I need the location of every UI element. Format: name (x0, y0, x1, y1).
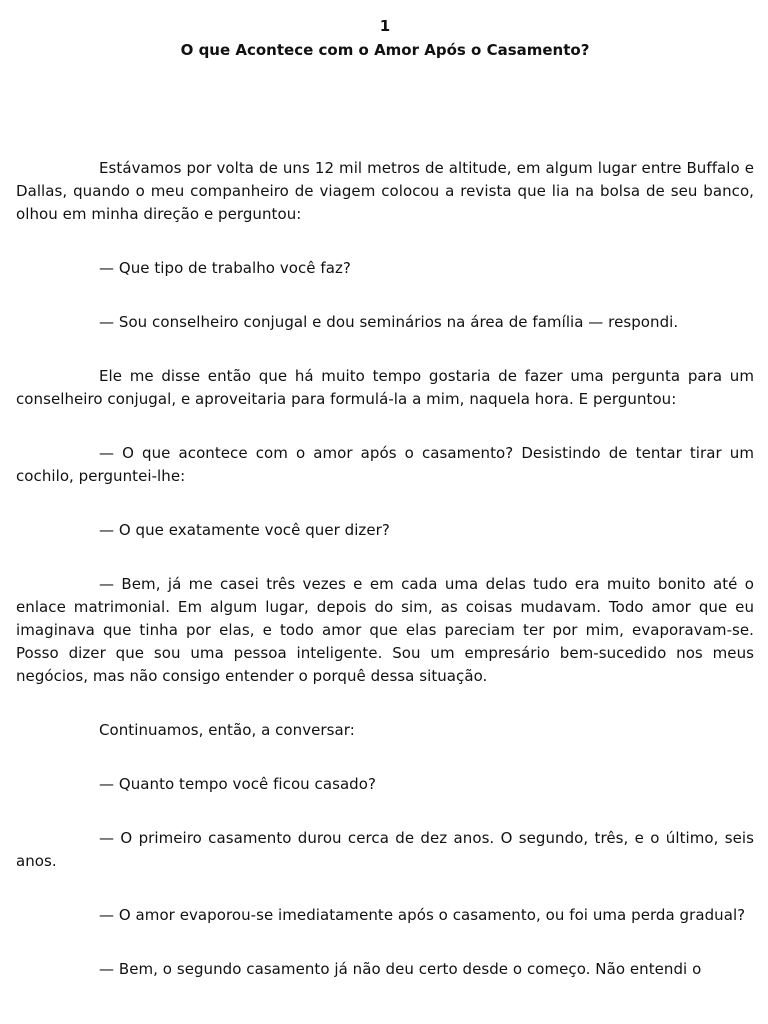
paragraph: — O que exatamente você quer dizer? (99, 521, 390, 539)
paragraph: — Bem, já me casei três vezes e em cada uma delas tudo era muito bonito até o enlace matrimonial. Em algum lugar, depois do sim, as coisas mudavam. Todo amor que eu imaginava que tinha por elas, e todo amor que elas pareciam ter por mim, evaporavam-se. Posso dizer que sou uma pessoa inteligente. Sou um empresário bem-sucedido nos meus negócios, mas não consigo entender o porquê dessa situação. (16, 575, 754, 685)
paragraph: — Que tipo de trabalho você faz? (99, 259, 351, 277)
document-page (16, 14, 754, 1012)
paragraph: — O que acontece com o amor após o casamento? Desistindo de tentar tirar um cochilo, perguntei-lhe: (16, 444, 754, 485)
paragraph: Estávamos por volta de uns 12 mil metros de altitude, em algum lugar entre Buffalo e Dallas, quando o meu companheiro de viagem colocou a revista que lia na bolsa de seu banco, olhou em minha direção e perguntou: (16, 159, 754, 223)
chapter-title: O que Acontece com o Amor Após o Casamento? (180, 41, 590, 59)
paragraph: Ele me disse então que há muito tempo gostaria de fazer uma pergunta para um conselheiro conjugal, e aproveitaria para formulá-la a mim, naquela hora. E perguntou: (16, 367, 754, 408)
paragraph: Continuamos, então, a conversar: (99, 721, 355, 739)
chapter-number: 1 (379, 17, 391, 35)
paragraph: — Sou conselheiro conjugal e dou seminários na área de família — respondi. (99, 313, 679, 331)
paragraph: — Bem, o segundo casamento já não deu certo desde o começo. Não entendi o (99, 960, 702, 978)
paragraph: — Quanto tempo você ficou casado? (99, 775, 376, 793)
paragraph: — O amor evaporou-se imediatamente após o casamento, ou foi uma perda gradual? (99, 906, 746, 924)
paragraph: — O primeiro casamento durou cerca de dez anos. O segundo, três, e o último, seis anos. (16, 829, 754, 870)
